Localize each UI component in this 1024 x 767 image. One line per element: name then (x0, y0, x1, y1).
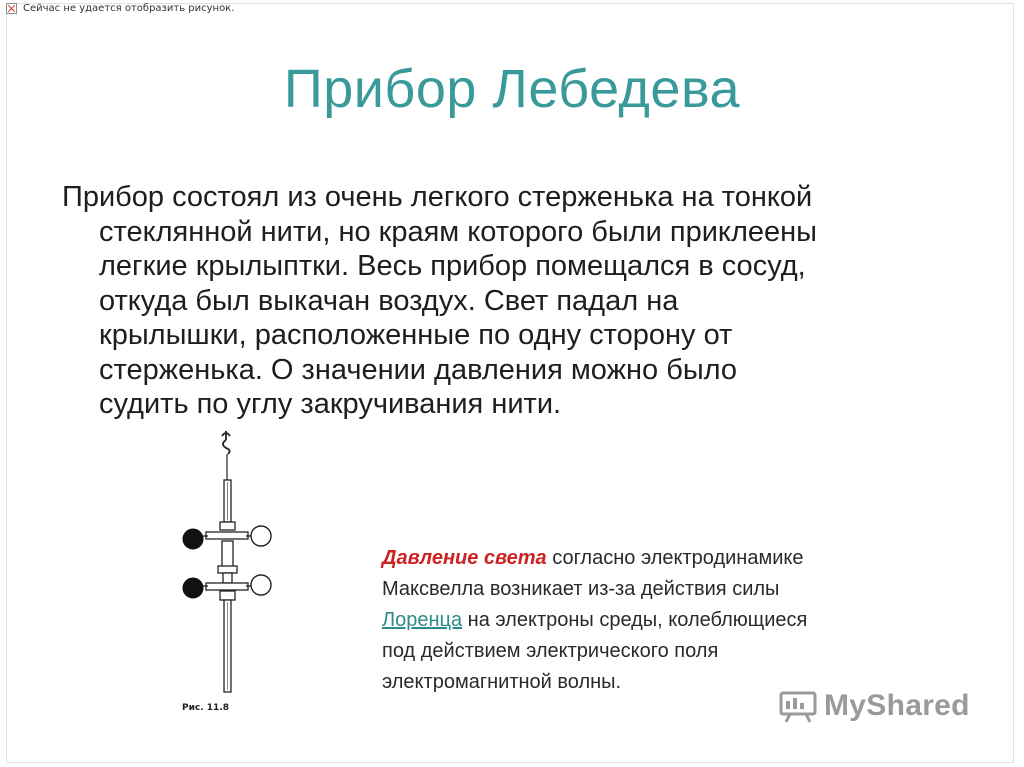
description-line: Прибор состоял из очень легкого стерженька на тонкой (62, 181, 813, 213)
light-pressure-term: Давление света (382, 547, 547, 569)
note-text: на электроны среды, колеблющиеся (462, 609, 808, 631)
note-line: под действием электрического поля (382, 640, 719, 662)
broken-image-icon (6, 3, 17, 14)
presentation-board-icon (778, 688, 818, 724)
description-line: откуда был выкачан воздух. Свет падал на (99, 284, 679, 317)
broken-image-text: Сейчас не удается отобразить рисунок. (23, 3, 235, 14)
description-paragraph (62, 180, 962, 422)
description-line: легкие крылыптки. Весь прибор помещался в сосуд, (99, 250, 806, 282)
note-line (382, 543, 962, 574)
light-pressure-note (382, 543, 962, 698)
description-line: стерженька. О значении давления можно было (99, 353, 738, 386)
figure-caption: Рис. 11.8 (182, 703, 229, 713)
lebedev-device-illustration (176, 428, 286, 728)
myshared-logo[interactable] (778, 688, 970, 724)
lorentz-link[interactable]: Лоренца (382, 609, 463, 631)
broken-image-notice (6, 3, 234, 14)
page-title: Прибор Лебедева (283, 59, 741, 119)
logo-text: MyShared (824, 689, 970, 722)
description-line: судить по углу закручивания нити. (99, 388, 562, 420)
note-text: согласно электродинамике (546, 547, 804, 569)
note-line: электромагнитной волны. (382, 671, 622, 693)
description-line: стеклянной нити, но краям которого были приклеены (99, 215, 817, 248)
description-line: крылышки, расположенные по одну сторону от (99, 319, 733, 351)
note-line: Максвелла возникает из-за действия силы (382, 578, 780, 600)
note-line (382, 605, 962, 636)
